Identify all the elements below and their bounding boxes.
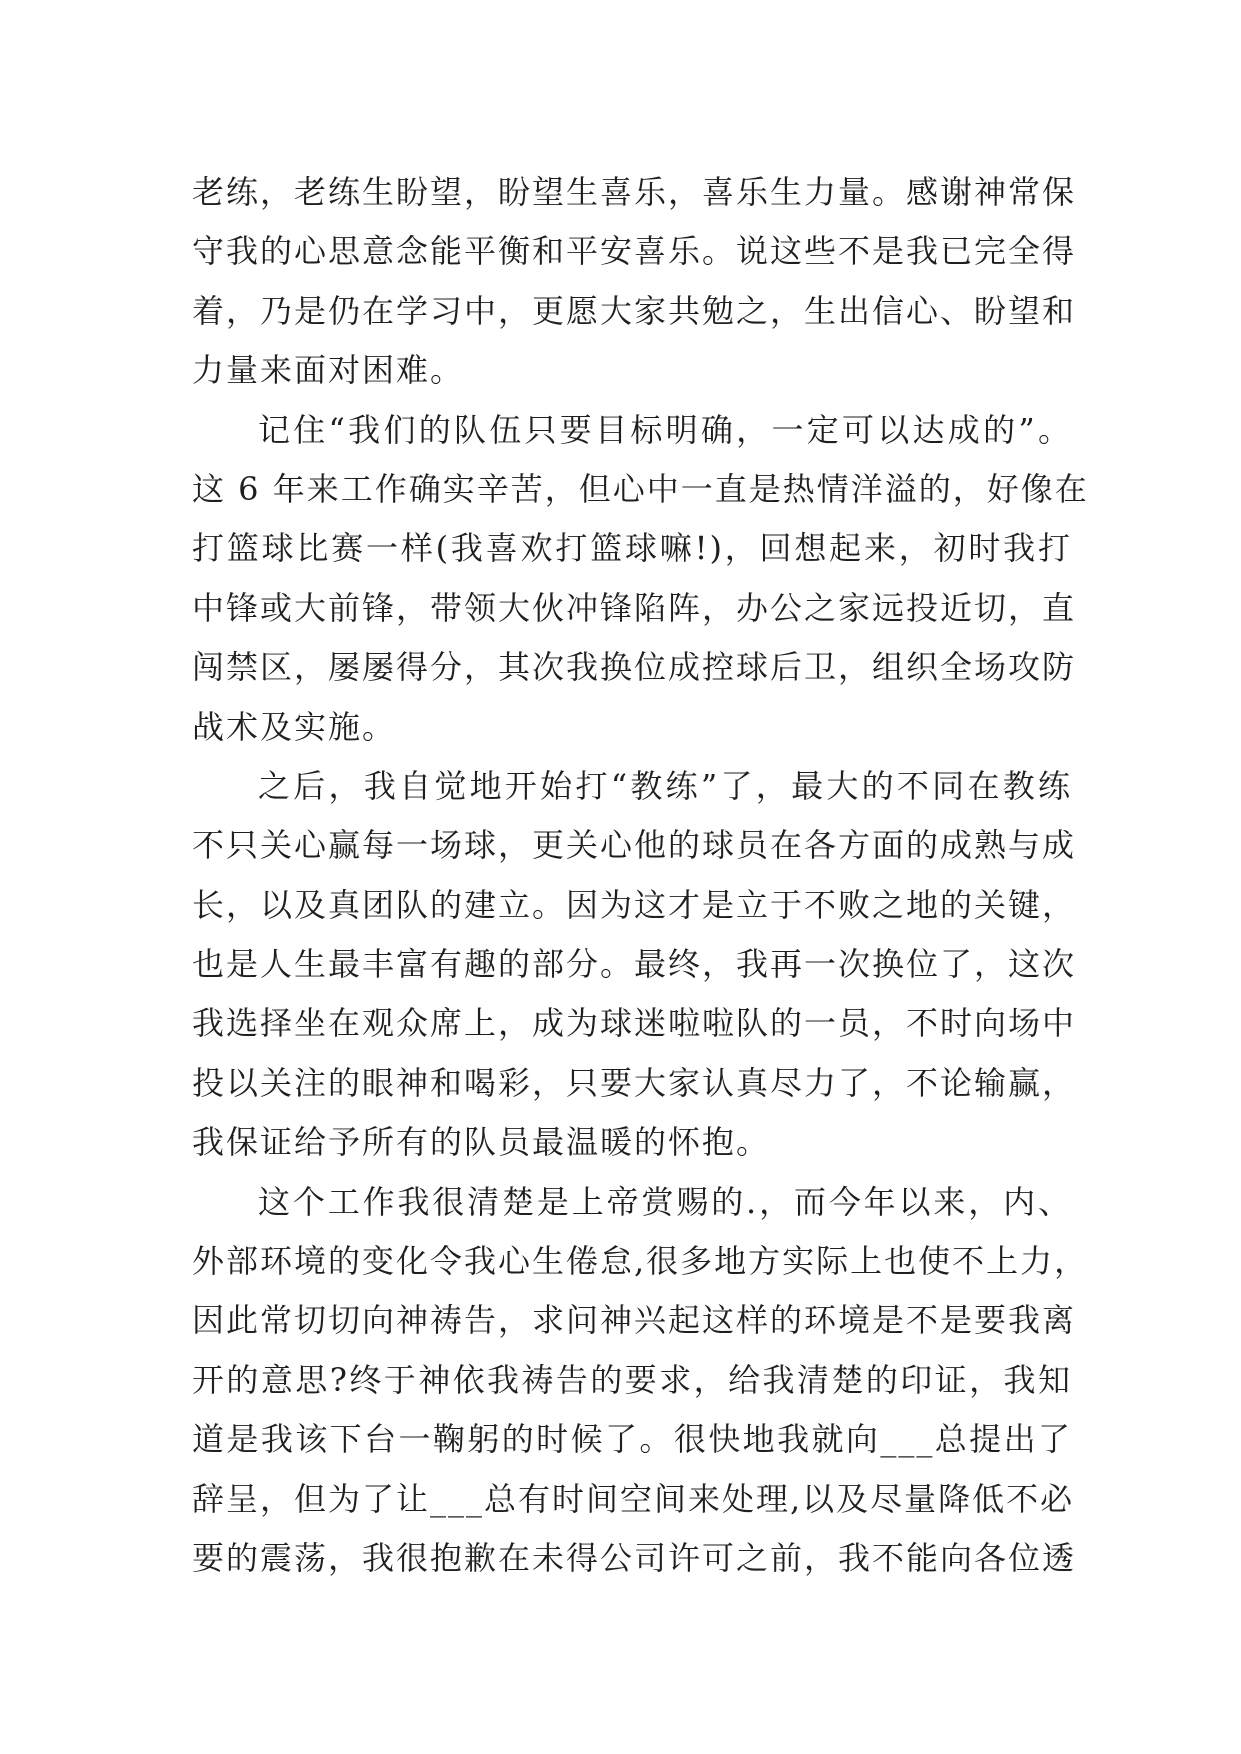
text-line: 打篮球比赛一样(我喜欢打篮球嘛!)，回想起来，初时我打 (192, 529, 1072, 568)
text-line: 辞呈，但为了让___总有时间空间来处理,以及尽量降低不必 (192, 1479, 1075, 1518)
text-line: 开的意思?终于神依我祷告的要求，给我清楚的印证，我知 (192, 1360, 1072, 1399)
text-line: 我保证给予所有的队员最温暖的怀抱。 (192, 1123, 771, 1162)
text-line: 这 6 年来工作确实辛苦，但心中一直是热情洋溢的，好像在 (192, 469, 1089, 508)
text-line: 老练，老练生盼望，盼望生喜乐，喜乐生力量。感谢神常保 (192, 173, 1077, 211)
text-line: 力量来面对困难。 (192, 351, 465, 390)
text-line: 投以关注的眼神和喝彩，只要大家认真尽力了，不论输赢， (192, 1063, 1077, 1102)
text-line: 这个工作我很清楚是上帝赏赐的.，而今年以来，内、 (258, 1182, 1072, 1221)
text-line: 要的震荡，我很抱歉在未得公司许可之前，我不能向各位透 (192, 1538, 1077, 1577)
text-line: 道是我该下台一鞠躬的时候了。很快地我就向___总提出了 (192, 1420, 1072, 1459)
text-line: 我选择坐在观众席上，成为球迷啦啦队的一员，不时向场中 (192, 1004, 1077, 1043)
text-line: 不只关心赢每一场球，更关心他的球员在各方面的成熟与成 (192, 826, 1077, 865)
body-text (192, 163, 1089, 1588)
text-line: 着，乃是仍在学习中，更愿大家共勉之，生出信心、盼望和 (192, 291, 1077, 330)
text-line: 也是人生最丰富有趣的部分。最终，我再一次换位了，这次 (192, 945, 1077, 984)
text-line: 记住“我们的队伍只要目标明确，一定可以达成的”。 (258, 410, 1072, 449)
text-line: 因此常切切向神祷告，求问神兴起这样的环境是不是要我离 (192, 1301, 1077, 1340)
text-line: 长，以及真团队的建立。因为这才是立于不败之地的关键， (192, 885, 1077, 924)
text-line: 外部环境的变化令我心生倦怠,很多地方实际上也使不上力， (192, 1242, 1089, 1281)
text-line: 战术及实施。 (192, 707, 397, 746)
text-line: 之后，我自觉地开始打“教练”了，最大的不同在教练 (258, 766, 1072, 805)
text-line: 闯禁区，屡屡得分，其次我换位成控球后卫，组织全场攻防 (192, 648, 1077, 687)
text-line: 中锋或大前锋，带领大伙冲锋陷阵，办公之家远投近切，直 (192, 588, 1077, 627)
text-line: 守我的心思意念能平衡和平安喜乐。说这些不是我已完全得 (192, 232, 1077, 271)
